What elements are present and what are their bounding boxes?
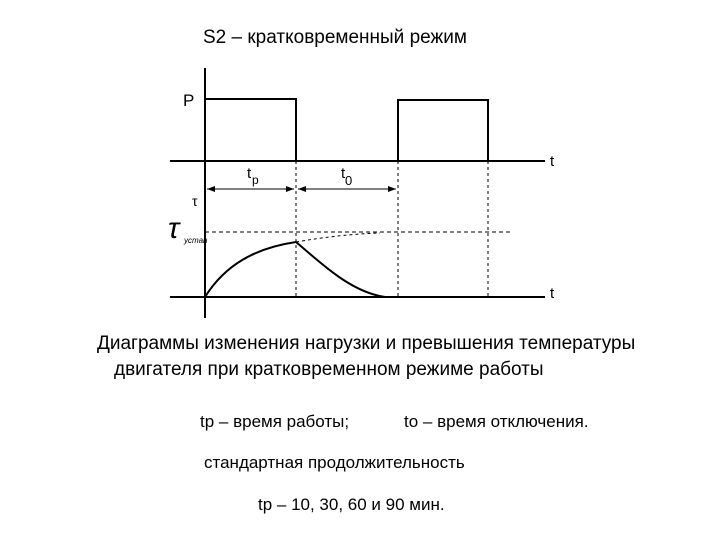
to-label: t [341, 165, 346, 182]
load-pulse-1 [205, 99, 296, 161]
tr-label-subscript: p [252, 173, 259, 187]
tr-label: t [247, 165, 252, 182]
standard-duration-label: стандартная продолжительность [204, 453, 465, 472]
heating-extension-dashed [296, 233, 380, 242]
power-axis-label: P [183, 91, 195, 110]
definition-to: tо – время отключения. [404, 412, 589, 431]
definition-tr: tр – время работы; [200, 412, 350, 431]
time-axis-label-top: t [550, 153, 555, 170]
load-pulse-2 [398, 100, 488, 161]
tau-small-label: τ [192, 193, 198, 209]
tr-arrow-right-head [286, 186, 294, 192]
to-arrow-right-head [388, 186, 396, 192]
heating-curve [205, 242, 296, 297]
caption-line-1: Диаграммы изменения нагрузки и превышения температуры [97, 333, 636, 354]
tr-arrow-left-head [207, 186, 215, 192]
caption-line-2: двигателя при кратковременном режиме работы [114, 359, 544, 380]
tau-steady-subscript: устан [184, 236, 208, 245]
page-title: S2 – кратковременный режим [203, 27, 467, 48]
to-label-subscript: 0 [345, 173, 353, 188]
cooling-curve [296, 242, 385, 297]
time-axis-label-bottom: t [550, 285, 555, 302]
tau-steady-label: τ [168, 212, 180, 245]
to-arrow-left-head [298, 186, 306, 192]
standard-duration-values: tр – 10, 30, 60 и 90 мин. [258, 495, 445, 514]
